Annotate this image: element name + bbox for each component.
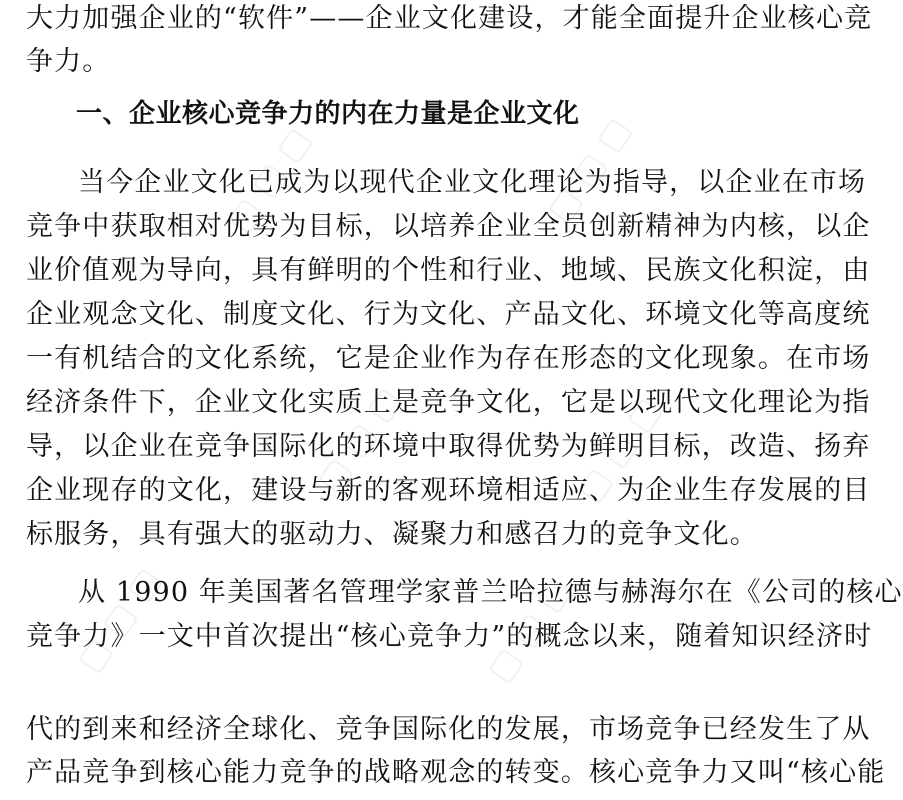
paragraph-line: 当今企业文化已成为以现代企业文化理论为指导，以企业在市场	[78, 167, 867, 198]
paragraph-line: 企业现存的文化，建设与新的客观环境相适应、为企业生存发展的目	[26, 475, 871, 506]
paragraph-line: 代的到来和经济全球化、竞争国际化的发展，市场竞争已经发生了从	[26, 714, 871, 745]
paragraph-line: 争力。	[26, 46, 111, 77]
section-heading: 一、企业核心竞争力的内在力量是企业文化	[76, 99, 580, 129]
paragraph-line: 一有机结合的文化系统，它是企业作为存在形态的文化现象。在市场	[26, 343, 871, 374]
paragraph-line: 经济条件下，企业文化实质上是竞争文化，它是以现代文化理论为指	[26, 387, 871, 418]
paragraph-line: 大力加强企业的“软件”——企业文化建设，才能全面提升企业核心竞	[26, 3, 873, 34]
paragraph-line: 产品竞争到核心能力竞争的战略观念的转变。核心竞争力又叫“核心能	[26, 757, 886, 788]
watermark-logo: ▢ ▢ ▢	[538, 110, 640, 230]
paragraph-line: 业价值观为导向，具有鲜明的个性和行业、地域、民族文化积淀，由	[26, 255, 871, 286]
watermark-logo: ▢ ▢ ▢	[308, 380, 410, 500]
paragraph-line: 企业观念文化、制度文化、行为文化、产品文化、环境文化等高度统	[26, 299, 871, 330]
paragraph-line: 竞争力》一文中首次提出“核心竞争力”的概念以来，随着知识经济时	[26, 621, 873, 652]
paragraph-line: 标服务，具有强大的驱动力、凝聚力和感召力的竞争文化。	[26, 519, 758, 550]
watermark-logo: ▢ ▢ ▢	[218, 120, 320, 240]
paragraph-line: 导，以企业在竞争国际化的环境中取得优势为鲜明目标，改造、扬弃	[26, 431, 871, 462]
paragraph-line: 从 1990 年美国著名管理学家普兰哈拉德与赫海尔在《公司的核心	[78, 577, 903, 608]
watermark-logo: ▢ ▢ ▢	[68, 560, 170, 680]
watermark-logo: ▢ ▢ ▢	[478, 570, 580, 690]
paragraph-line: 竞争中获取相对优势为目标，以培养企业全员创新精神为内核，以企	[26, 211, 871, 242]
watermark-logo: ▢ ▢ ▢	[568, 390, 670, 510]
